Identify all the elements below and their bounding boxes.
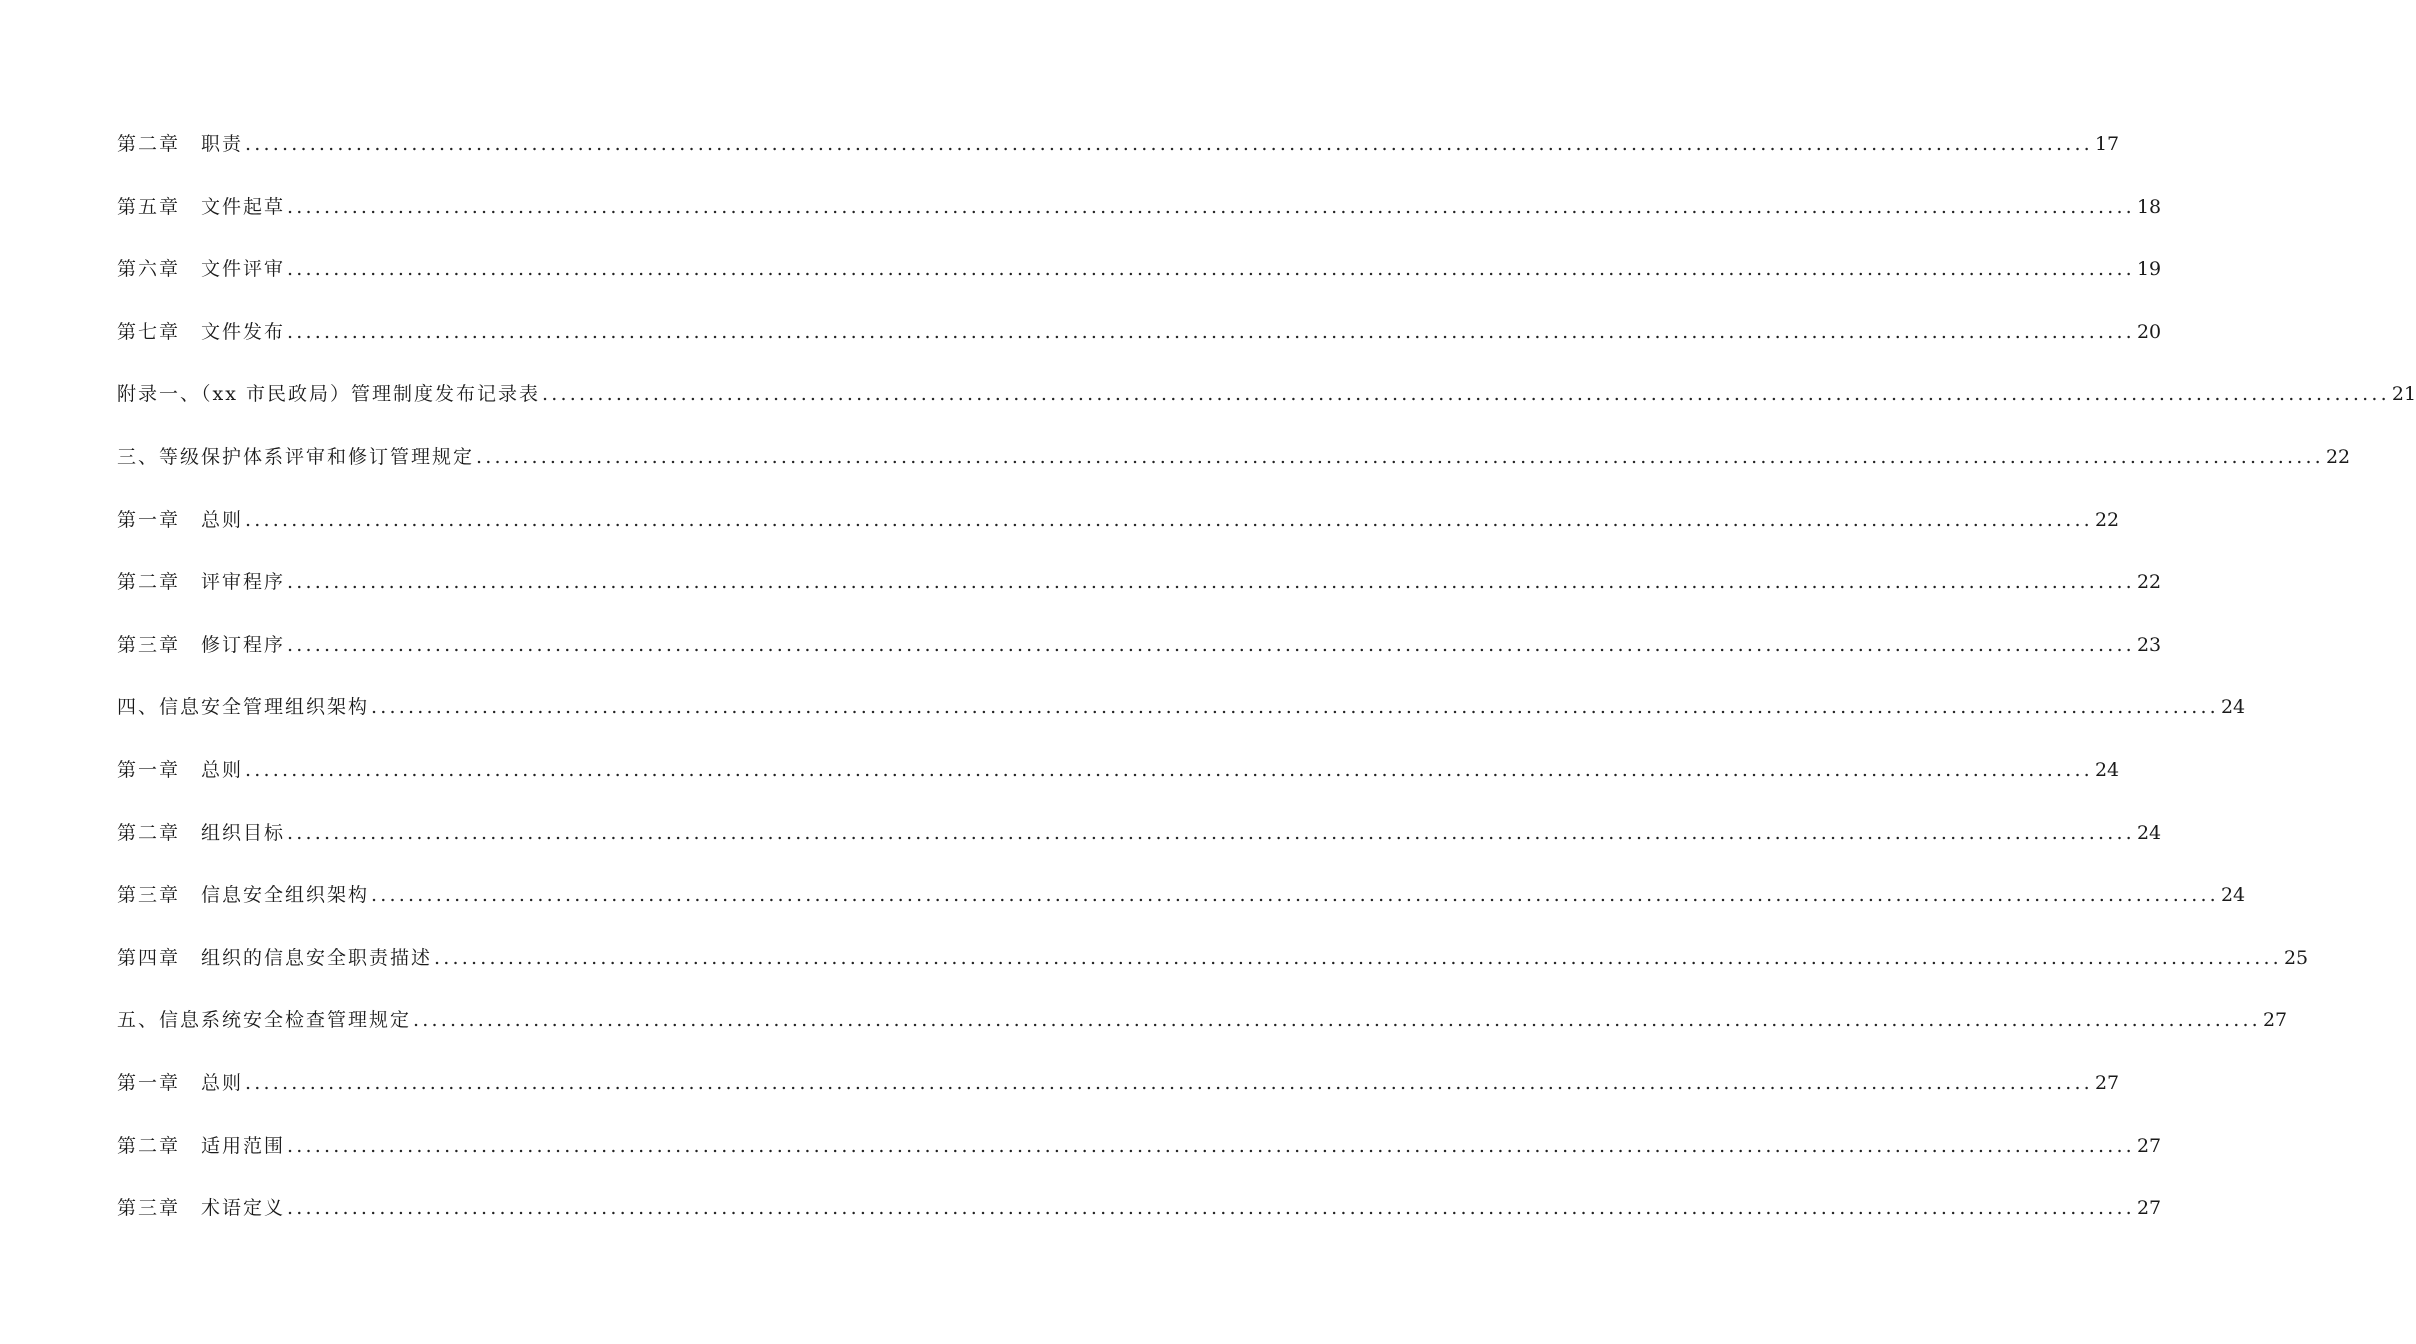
toc-entry[interactable] <box>117 1126 2162 1189</box>
toc-dot-leader: ........................................................................................................................................................................................................ <box>245 508 2093 531</box>
toc-entry[interactable] <box>117 687 2246 750</box>
toc-entry-page: 27 <box>2136 1134 2162 1157</box>
toc-dot-leader: ........................................................................................................................................................................................................ <box>287 258 2135 281</box>
toc-entry-title: 第二章 评审程序 <box>117 571 286 594</box>
toc-entry-title: 第七章 文件发布 <box>117 320 286 343</box>
toc-entry[interactable] <box>117 813 2162 876</box>
toc-entry[interactable] <box>117 124 2120 187</box>
toc-entry-page: 24 <box>2220 884 2246 907</box>
toc-entry-title: 第一章 总则 <box>117 1071 244 1094</box>
toc-dot-leader: ........................................................................................................................................................................................................ <box>245 133 2093 155</box>
toc-entry-title: 第一章 总则 <box>117 758 244 781</box>
toc-entry-title: 第一章 总则 <box>117 508 244 531</box>
toc-dot-leader: ........................................................................................................................................................................................................ <box>371 884 2219 907</box>
toc-entry-page: 23 <box>2136 633 2162 656</box>
toc-entry-title: 第三章 信息安全组织架构 <box>117 884 370 907</box>
toc-entry-title: 第二章 职责 <box>117 133 244 155</box>
toc-entry[interactable] <box>117 187 2162 250</box>
toc-dot-leader: ........................................................................................................................................................................................................ <box>287 1197 2135 1220</box>
toc-dot-leader: ........................................................................................................................................................................................................ <box>287 195 2135 218</box>
toc-entry-page: 21 <box>2391 383 2416 406</box>
toc-entry-title: 第四章 组织的信息安全职责描述 <box>117 946 433 969</box>
toc-entry[interactable] <box>117 562 2162 625</box>
toc-entry-page: 22 <box>2325 445 2351 468</box>
toc-entry-title: 第二章 组织目标 <box>117 821 286 844</box>
toc-dot-leader: ........................................................................................................................................................................................................ <box>541 383 2390 406</box>
toc-dot-leader: ........................................................................................................................................................................................................ <box>434 946 2282 969</box>
toc-entry[interactable] <box>117 1063 2120 1126</box>
toc-dot-leader: ........................................................................................................................................................................................................ <box>287 571 2135 594</box>
table-of-contents <box>117 124 2416 1251</box>
toc-dot-leader: ........................................................................................................................................................................................................ <box>413 1009 2261 1032</box>
toc-entry-page: 22 <box>2094 508 2120 531</box>
toc-dot-leader: ........................................................................................................................................................................................................ <box>287 821 2135 844</box>
toc-entry-title: 四、信息安全管理组织架构 <box>117 696 370 719</box>
toc-entry[interactable] <box>117 1000 2288 1063</box>
toc-entry[interactable] <box>117 249 2162 312</box>
toc-entry-page: 24 <box>2094 758 2120 781</box>
toc-entry-title: 第二章 适用范围 <box>117 1134 286 1157</box>
toc-dot-leader: ........................................................................................................................................................................................................ <box>287 633 2135 656</box>
toc-dot-leader: ........................................................................................................................................................................................................ <box>287 320 2135 343</box>
toc-dot-leader: ........................................................................................................................................................................................................ <box>245 1071 2093 1094</box>
toc-dot-leader: ........................................................................................................................................................................................................ <box>476 445 2324 468</box>
toc-entry-page: 18 <box>2136 195 2162 218</box>
toc-entry-title: 第三章 修订程序 <box>117 633 286 656</box>
toc-entry[interactable] <box>117 500 2120 563</box>
toc-entry[interactable] <box>117 938 2309 1001</box>
toc-entry-page: 24 <box>2220 696 2246 719</box>
toc-entry[interactable] <box>117 625 2162 688</box>
toc-entry[interactable] <box>117 312 2162 375</box>
toc-entry[interactable] <box>117 750 2120 813</box>
toc-entry-page: 20 <box>2136 320 2162 343</box>
toc-entry-page: 19 <box>2136 258 2162 281</box>
toc-dot-leader: ........................................................................................................................................................................................................ <box>371 696 2219 719</box>
toc-dot-leader: ........................................................................................................................................................................................................ <box>245 758 2093 781</box>
toc-dot-leader: ........................................................................................................................................................................................................ <box>287 1134 2135 1157</box>
toc-entry-page: 17 <box>2094 133 2120 155</box>
toc-entry[interactable] <box>117 437 2351 500</box>
toc-entry-title: 五、信息系统安全检查管理规定 <box>117 1009 412 1032</box>
toc-entry-title: 第六章 文件评审 <box>117 258 286 281</box>
toc-entry[interactable] <box>117 875 2246 938</box>
toc-entry-title: 附录一、（xx 市民政局）管理制度发布记录表 <box>117 383 540 406</box>
toc-entry-page: 22 <box>2136 571 2162 594</box>
toc-entry-title: 三、等级保护体系评审和修订管理规定 <box>117 445 475 468</box>
toc-entry[interactable] <box>117 374 2416 437</box>
toc-entry-title: 第三章 术语定义 <box>117 1197 286 1220</box>
toc-entry-page: 27 <box>2262 1009 2288 1032</box>
toc-entry-page: 25 <box>2283 946 2309 969</box>
toc-entry-page: 24 <box>2136 821 2162 844</box>
toc-entry-page: 27 <box>2136 1197 2162 1220</box>
toc-entry[interactable] <box>117 1188 2162 1251</box>
toc-entry-page: 27 <box>2094 1071 2120 1094</box>
toc-entry-title: 第五章 文件起草 <box>117 195 286 218</box>
